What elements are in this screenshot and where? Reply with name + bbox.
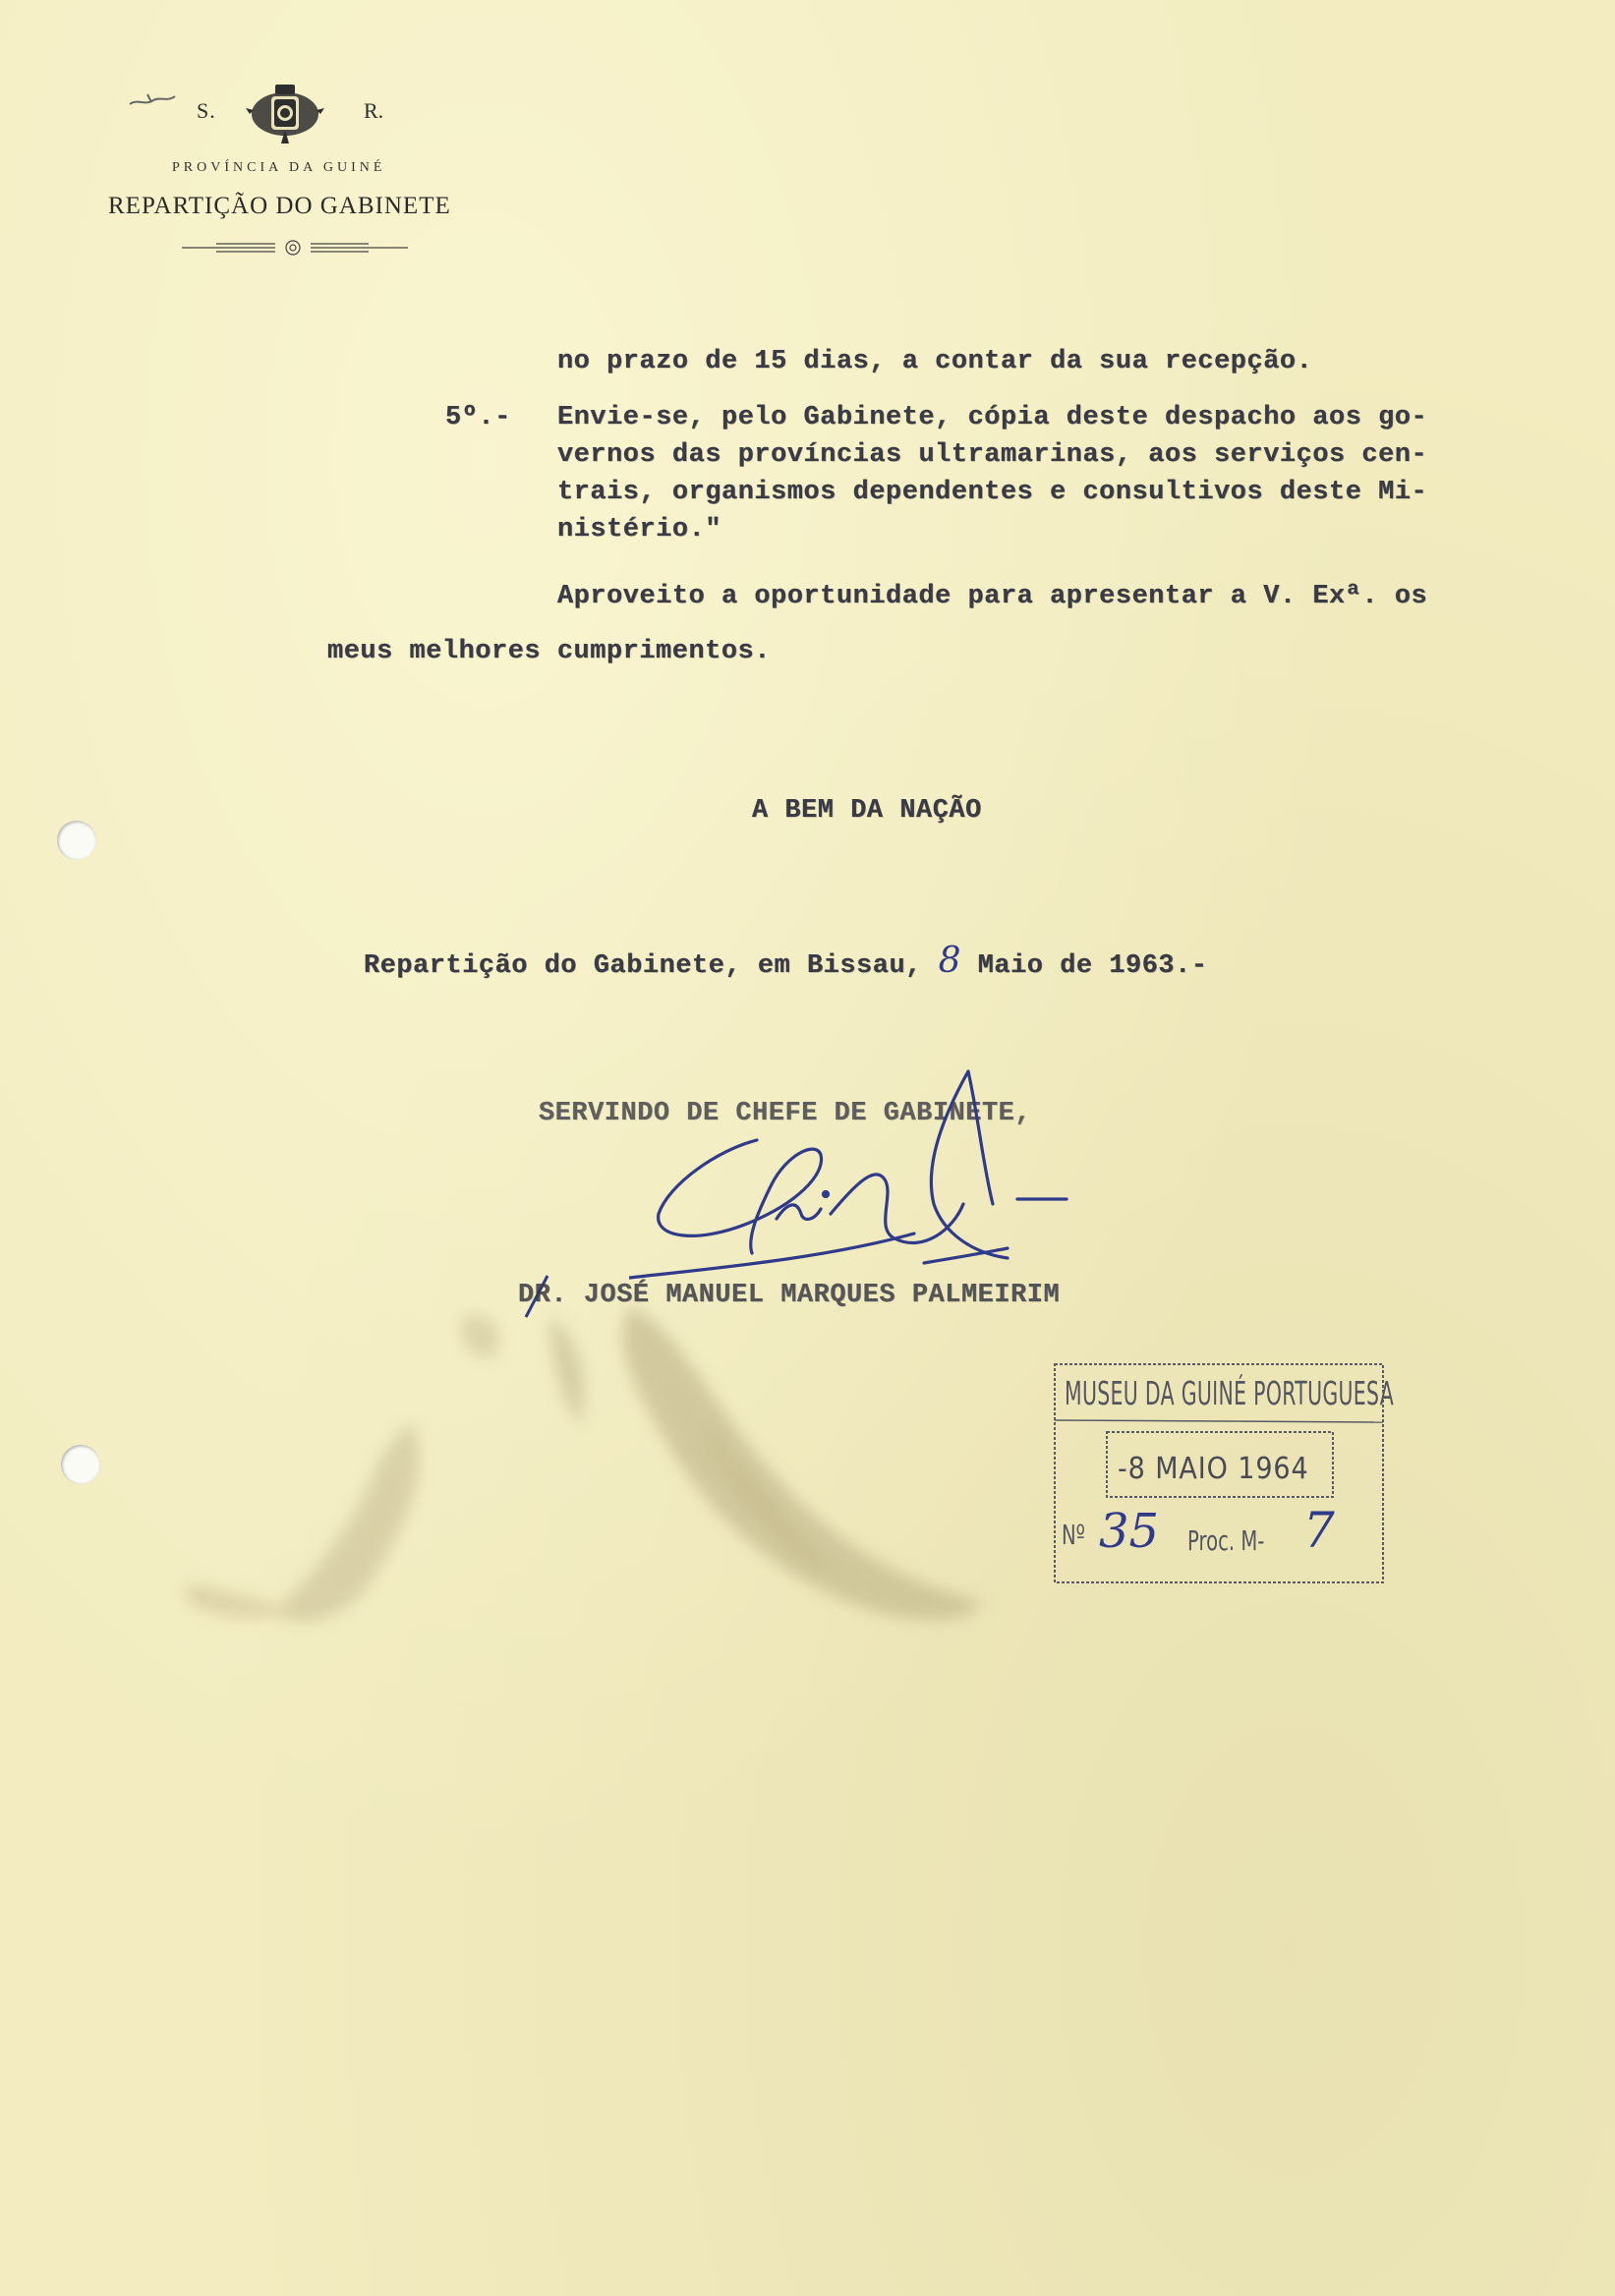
letterhead-right-initial: R. bbox=[364, 98, 384, 123]
body-line-5: nistério." bbox=[557, 515, 722, 545]
body-line-6: Aproveito a oportunidade para apresentar a V. Exª. os bbox=[557, 582, 1428, 611]
punch-hole-bottom bbox=[61, 1445, 100, 1484]
stamp-date: -8 MAIO 1964 bbox=[1118, 1452, 1309, 1486]
body-line-4: trais, organismos dependentes e consultivos deste Mi- bbox=[557, 478, 1428, 507]
letterhead-left-initial: S. bbox=[197, 98, 216, 123]
body-line-2: Envie-se, pelo Gabinete, cópia deste despacho aos go- bbox=[557, 403, 1428, 432]
stamp-proc-label: Proc. M- bbox=[1187, 1524, 1265, 1557]
body-line-3: vernos das províncias ultramarinas, aos serviços cen- bbox=[557, 440, 1428, 470]
punch-hole-top bbox=[57, 821, 96, 860]
handwritten-mark-icon bbox=[128, 90, 177, 110]
signatory-name: DR. JOSÉ MANUEL MARQUES PALMEIRIM bbox=[518, 1281, 1061, 1310]
letterhead-office: REPARTIÇÃO DO GABINETE bbox=[108, 193, 451, 219]
stamp-number-value: 35 bbox=[1099, 1504, 1160, 1559]
body-line-7: meus melhores cumprimentos. bbox=[327, 637, 771, 666]
signatory-role: SERVINDO DE CHEFE DE GABINETE, bbox=[539, 1099, 1032, 1128]
place-suffix: Maio de 1963.- bbox=[961, 951, 1208, 981]
stamp-proc-value: 7 bbox=[1303, 1502, 1335, 1559]
closing-motto: A BEM DA NAÇÃO bbox=[752, 796, 982, 826]
signature bbox=[629, 1057, 1081, 1283]
stamp-title: MUSEU DA GUINÉ PORTUGUESA bbox=[1065, 1374, 1395, 1412]
stamp-number-label: Nº bbox=[1062, 1519, 1085, 1551]
coat-of-arms-icon bbox=[246, 79, 324, 147]
letterhead-crest-row bbox=[118, 79, 413, 147]
body-line-1: no prazo de 15 dias, a contar da sua recepção. bbox=[557, 347, 1313, 376]
place-prefix: Repartição do Gabinete, em Bissau, bbox=[364, 951, 939, 981]
letterhead-province: PROVÍNCIA DA GUINÉ bbox=[172, 160, 386, 175]
item-number: 5º.- bbox=[445, 403, 511, 432]
closing-place-date bbox=[364, 941, 1208, 981]
letterhead-ornament bbox=[182, 237, 408, 258]
water-stain bbox=[118, 1278, 1003, 1641]
handwritten-day: 8 bbox=[938, 941, 961, 981]
